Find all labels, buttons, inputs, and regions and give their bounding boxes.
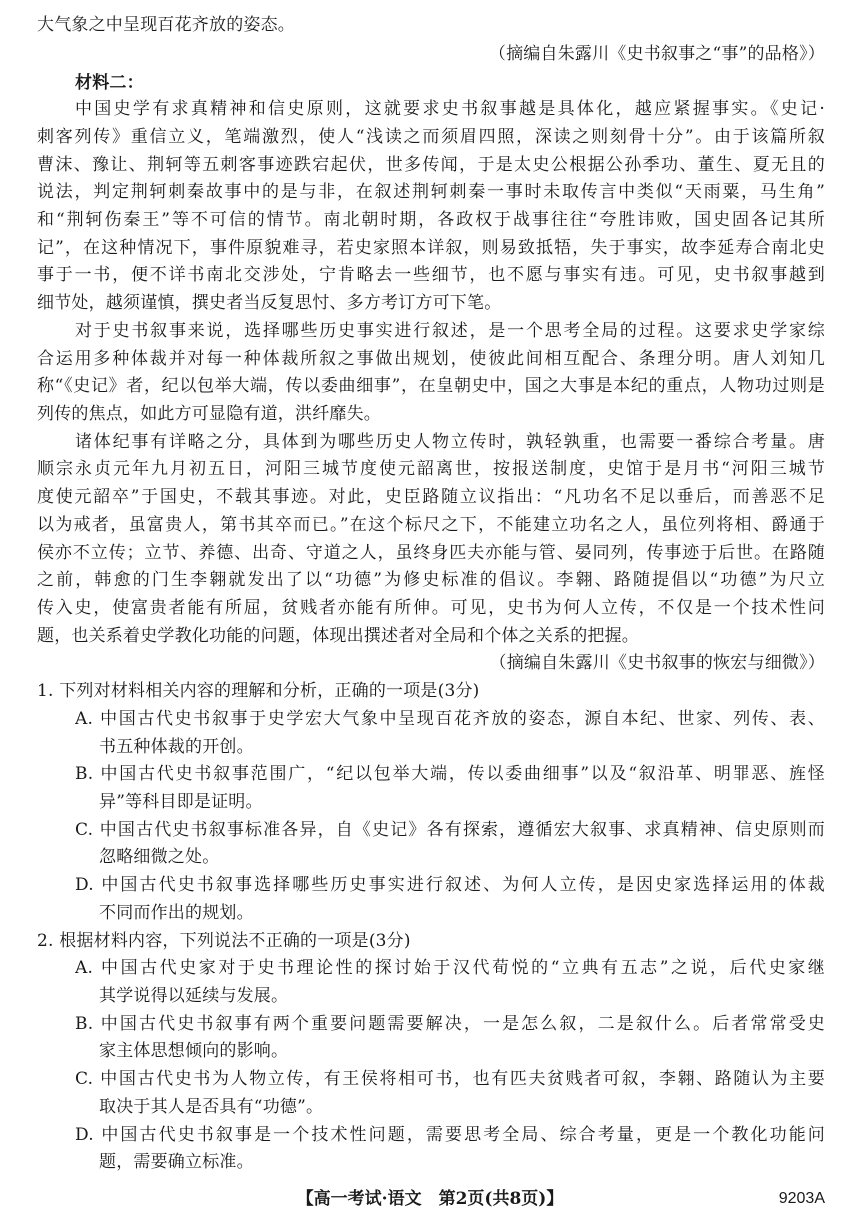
- question-1-option-a-cont: 书五种体裁的开创。: [99, 737, 254, 757]
- paragraph-line: 题，也关系着史学教化功能的问题，体现出撰述者对全局和个体之关系的把握。: [37, 626, 639, 646]
- paragraph-line: 称“《史记》者，纪以包举大端，传以委曲细事”，在皇朝史中，国之大事是本纪的重点，人物功过则是: [37, 376, 825, 396]
- question-1-option-a: A. 中国古代史书叙事于史学宏大气象中呈现百花齐放的姿态，源自本纪、世家、列传、表、: [75, 709, 825, 729]
- section-heading: 材料二：: [75, 73, 144, 93]
- paragraph-line: 列传的焦点，如此方可显隐有道，洪纤靡失。: [37, 404, 381, 424]
- paragraph-line: 事于一书，便不详书南北交涉处，宁肯略去一些细节，也不愿与事实有违。可见，史书叙事越到: [37, 265, 825, 285]
- paragraph-line: 诸体纪事有详略之分，具体到为哪些历史人物立传时，孰轻孰重，也需要一番综合考量。唐: [75, 432, 825, 452]
- question-2-option-b-cont: 家主体思想倾向的影响。: [99, 1041, 289, 1061]
- question-1-stem: 1. 下列对材料相关内容的理解和分析，正确的一项是(3分): [37, 681, 480, 701]
- question-2-option-c: C. 中国古代史书为人物立传，有王侯将相可书，也有匹夫贫贱者可叙，李翱、路随认为主要: [75, 1069, 825, 1089]
- question-1-option-c-cont: 忽略细微之处。: [99, 847, 220, 867]
- question-2-option-a: A. 中国古代史家对于史书理论性的探讨始于汉代荀悦的“立典有五志”之说，后代史家继: [75, 958, 825, 978]
- paragraph-line: 侯亦不立传；立节、养德、出奇、守道之人，虽终身匹夫亦能与管、晏同列，传事迹于后世。在路随: [37, 543, 825, 563]
- question-2-stem: 2. 根据材料内容，下列说法不正确的一项是(3分): [37, 931, 411, 951]
- question-1-option-d-cont: 不同而作出的规划。: [99, 903, 254, 923]
- paragraph-line: 刺客列传》重信立义，笔端激烈，使人“浅读之而须眉四照，深读之则刻骨十分”。由于该篇所叙: [37, 127, 825, 147]
- question-2-option-d: D. 中国古代史书叙事是一个技术性问题，需要思考全局、综合考量，更是一个教化功能问: [75, 1125, 825, 1145]
- paragraph-line: 度使元韶卒”于国史，不载其事迹。对此，史臣路随立议指出：“凡功名不足以垂后，而善恶不足: [37, 487, 825, 507]
- question-2-option-d-cont: 题，需要确立标准。: [99, 1152, 254, 1172]
- paragraph-line: 细节处，越须谨慎，撰史者当反复思忖、多方考订方可下笔。: [37, 293, 502, 313]
- paragraph-line: 顺宗永贞元年九月初五日，河阳三城节度使元韶离世，按报送制度，史馆于是月书“河阳三城节: [37, 459, 825, 479]
- question-1-option-d: D. 中国古代史书叙事选择哪些历史事实进行叙述、为何人立传，是因史家选择运用的体裁: [75, 875, 825, 895]
- text-line: 大气象之中呈现百花齐放的姿态。: [37, 15, 295, 35]
- paragraph-line: 对于史书叙事来说，选择哪些历史事实进行叙述，是一个思考全局的过程。这要求史学家综: [75, 321, 825, 341]
- paragraph-line: 以为戒者，虽富贵人，第书其卒而已。”在这个标尺之下，不能建立功名之人，虽位列将相、爵通于: [37, 515, 825, 535]
- paragraph-line: 记”，在这种情况下，事件原貌难寻，若史家照本详叙，则易致抵牾，失于事实，故李延寿合南北史: [37, 238, 825, 258]
- question-1-option-b-cont: 异”等科目即是证明。: [99, 792, 263, 812]
- paragraph-line: 说法，判定荆轲刺秦故事中的是与非，在叙述荆轲刺秦一事时未取传言中类似“天雨粟，马生角”: [37, 182, 825, 202]
- paragraph-line: 和“荆轲伤秦王”等不可信的情节。南北朝时期，各政权于战事往往“夸胜讳败，国史固各记其所: [37, 210, 825, 230]
- source-citation: （摘编自朱露川《史书叙事之“事”的品格》）: [488, 44, 825, 64]
- question-2-option-a-cont: 其学说得以延续与发展。: [99, 986, 289, 1006]
- question-1-option-c: C. 中国古代史书叙事标准各异，自《史记》各有探索，遵循宏大叙事、求真精神、信史原则而: [75, 820, 825, 840]
- paragraph-line: 合运用多种体裁并对每一种体裁所叙之事做出规划，使彼此间相互配合、条理分明。唐人刘知几: [37, 349, 825, 369]
- page-footer: [0, 1187, 860, 1211]
- paragraph-line: 之前，韩愈的门生李翱就发出了以“功德”为修史标准的倡议。李翱、路随提倡以“功德”为尺立: [37, 570, 825, 590]
- footer-code: 9203A: [778, 1190, 825, 1207]
- footer-title: 【高一考试·语文 第2页(共8页)】: [296, 1189, 564, 1209]
- paragraph-line: 传入史，使富贵者能有所屈，贫贱者亦能有所伸。可见，史书为何人立传，不仅是一个技术性问: [37, 598, 825, 618]
- paragraph-line: 中国史学有求真精神和信史原则，这就要求史书叙事越是具体化，越应紧握事实。《史记·: [75, 99, 825, 119]
- paragraph-line: 曹沫、豫让、荆轲等五刺客事迹跌宕起伏，世多传闻，于是太史公根据公孙季功、董生、夏无且的: [37, 155, 825, 175]
- question-2-option-c-cont: 取决于其人是否具有“功德”。: [99, 1097, 324, 1117]
- question-1-option-b: B. 中国古代史书叙事范围广，“纪以包举大端，传以委曲细事”以及“叙沿革、明罪恶、旌怪: [75, 764, 825, 784]
- source-citation: （摘编自朱露川《史书叙事的恢宏与细微》）: [489, 653, 825, 673]
- question-2-option-b: B. 中国古代史书叙事有两个重要问题需要解决，一是怎么叙，二是叙什么。后者常常受史: [75, 1014, 825, 1034]
